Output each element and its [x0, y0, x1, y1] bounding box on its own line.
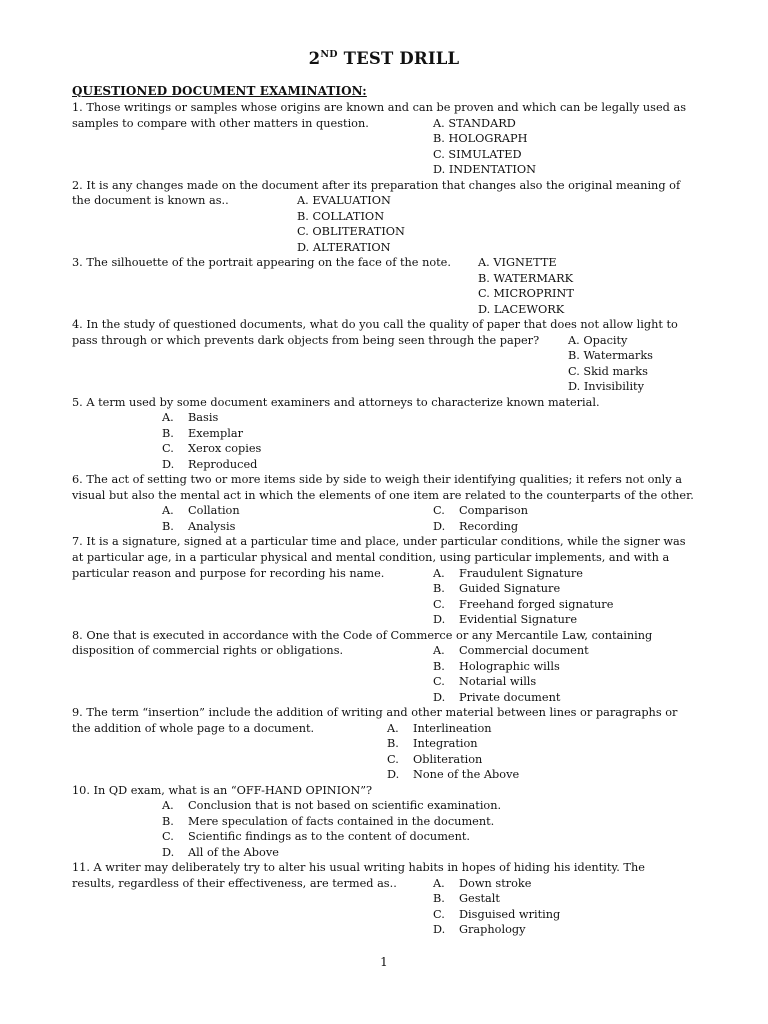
- q9-option-a: A. Interlineation: [387, 722, 492, 735]
- q2-option-b: B. COLLATION: [297, 210, 385, 223]
- question-9-text: 9. The term “insertion” include the addition of writing and other material between lines or paragraphs or: [72, 706, 678, 719]
- q2-option-a: A. EVALUATION: [297, 194, 391, 207]
- q8-option-d: D. Private document: [433, 691, 561, 704]
- q1-option-a: A. STANDARD: [433, 117, 516, 130]
- q3-option-c: C. MICROPRINT: [478, 287, 574, 300]
- question-5-text: 5. A term used by some document examiners and attorneys to characterize known material.: [72, 396, 600, 409]
- question-6-text: 6. The act of setting two or more items side by side to weigh their identifying qualities; it refers not only a: [72, 473, 682, 486]
- q2-option-c: C. OBLITERATION: [297, 225, 405, 238]
- question-3-text: 3. The silhouette of the portrait appearing on the face of the note.: [72, 256, 451, 269]
- question-4-text-cont: pass through or which prevents dark objects from being seen through the paper?: [72, 334, 540, 347]
- q1-option-d: D. INDENTATION: [433, 163, 536, 176]
- question-4-text: 4. In the study of questioned documents, what do you call the quality of paper that does not allow light to: [72, 318, 678, 331]
- question-2-text-cont: the document is known as..: [72, 194, 229, 207]
- question-10-text: 10. In QD exam, what is an “OFF-HAND OPINION”?: [72, 784, 373, 797]
- q3-option-a: A. VIGNETTE: [478, 256, 557, 269]
- question-1-text: 1. Those writings or samples whose origins are known and can be proven and which can be legally used as: [72, 101, 686, 114]
- q3-option-d: D. LACEWORK: [478, 303, 565, 316]
- q6-option-b: B. Analysis: [162, 520, 236, 533]
- q9-option-c: C. Obliteration: [387, 753, 483, 766]
- question-8-text-cont: disposition of commercial rights or obligations.: [72, 644, 344, 657]
- q5-option-a: A. Basis: [162, 411, 219, 424]
- question-11-text: 11. A writer may deliberately try to alter his usual writing habits in hopes of hiding his identity. The: [72, 861, 645, 874]
- question-1-text-cont: samples to compare with other matters in question.: [72, 117, 369, 130]
- q7-option-a: A. Fraudulent Signature: [433, 567, 583, 580]
- question-7-text-cont-2: particular reason and purpose for recording his name.: [72, 567, 385, 580]
- q1-option-b: B. HOLOGRAPH: [433, 132, 528, 145]
- q5-option-d: D. Reproduced: [162, 458, 258, 471]
- q7-option-b: B. Guided Signature: [433, 582, 561, 595]
- q10-option-d: D. All of the Above: [162, 846, 279, 859]
- q10-option-b: B. Mere speculation of facts contained in the document.: [162, 815, 495, 828]
- q4-option-a: A. Opacity: [568, 334, 628, 347]
- q11-option-a: A. Down stroke: [433, 877, 532, 890]
- q5-option-b: B. Exemplar: [162, 427, 243, 440]
- question-9-text-cont: the addition of whole page to a document.: [72, 722, 315, 735]
- section-heading: QUESTIONED DOCUMENT EXAMINATION:: [72, 84, 367, 98]
- q3-option-b: B. WATERMARK: [478, 272, 574, 285]
- question-7-text: 7. It is a signature, signed at a particular time and place, under particular conditions, while the signer was: [72, 535, 686, 548]
- q9-option-b: B. Integration: [387, 737, 478, 750]
- q6-option-a: A. Collation: [162, 504, 240, 517]
- question-6-text-cont: visual but also the mental act in which the elements of one item are related to the counterparts of the other.: [72, 489, 694, 502]
- q6-option-d: D. Recording: [433, 520, 519, 533]
- q4-option-c: C. Skid marks: [568, 365, 648, 378]
- q1-option-c: C. SIMULATED: [433, 148, 522, 161]
- question-8-text: 8. One that is executed in accordance with the Code of Commerce or any Mercantile Law, containing: [72, 629, 653, 642]
- q10-option-a: A. Conclusion that is not based on scientific examination.: [162, 799, 502, 812]
- q8-option-a: A. Commercial document: [433, 644, 589, 657]
- q8-option-b: B. Holographic wills: [433, 660, 560, 673]
- q10-option-c: C. Scientific findings as to the content of document.: [162, 830, 470, 843]
- q7-option-d: D. Evidential Signature: [433, 613, 578, 626]
- question-11-text-cont: results, regardless of their effectiveness, are termed as..: [72, 877, 397, 890]
- q11-option-b: B. Gestalt: [433, 892, 500, 905]
- question-2-text: 2. It is any changes made on the document after its preparation that changes also the original meaning of: [72, 179, 681, 192]
- q9-option-d: D. None of the Above: [387, 768, 520, 781]
- q6-option-c: C. Comparison: [433, 504, 529, 517]
- q7-option-c: C. Freehand forged signature: [433, 598, 614, 611]
- q4-option-d: D. Invisibility: [568, 380, 644, 393]
- document-title: 2ND TEST DRILL: [308, 48, 460, 68]
- q11-option-d: D. Graphology: [433, 923, 526, 936]
- q2-option-d: D. ALTERATION: [297, 241, 391, 254]
- q4-option-b: B. Watermarks: [568, 349, 653, 362]
- q11-option-c: C. Disguised writing: [433, 908, 561, 921]
- q5-option-c: C. Xerox copies: [162, 442, 262, 455]
- page-number: 1: [380, 955, 388, 969]
- q8-option-c: C. Notarial wills: [433, 675, 537, 688]
- question-7-text-cont: at particular age, in a particular physical and mental condition, using particular implements, and with a: [72, 551, 670, 564]
